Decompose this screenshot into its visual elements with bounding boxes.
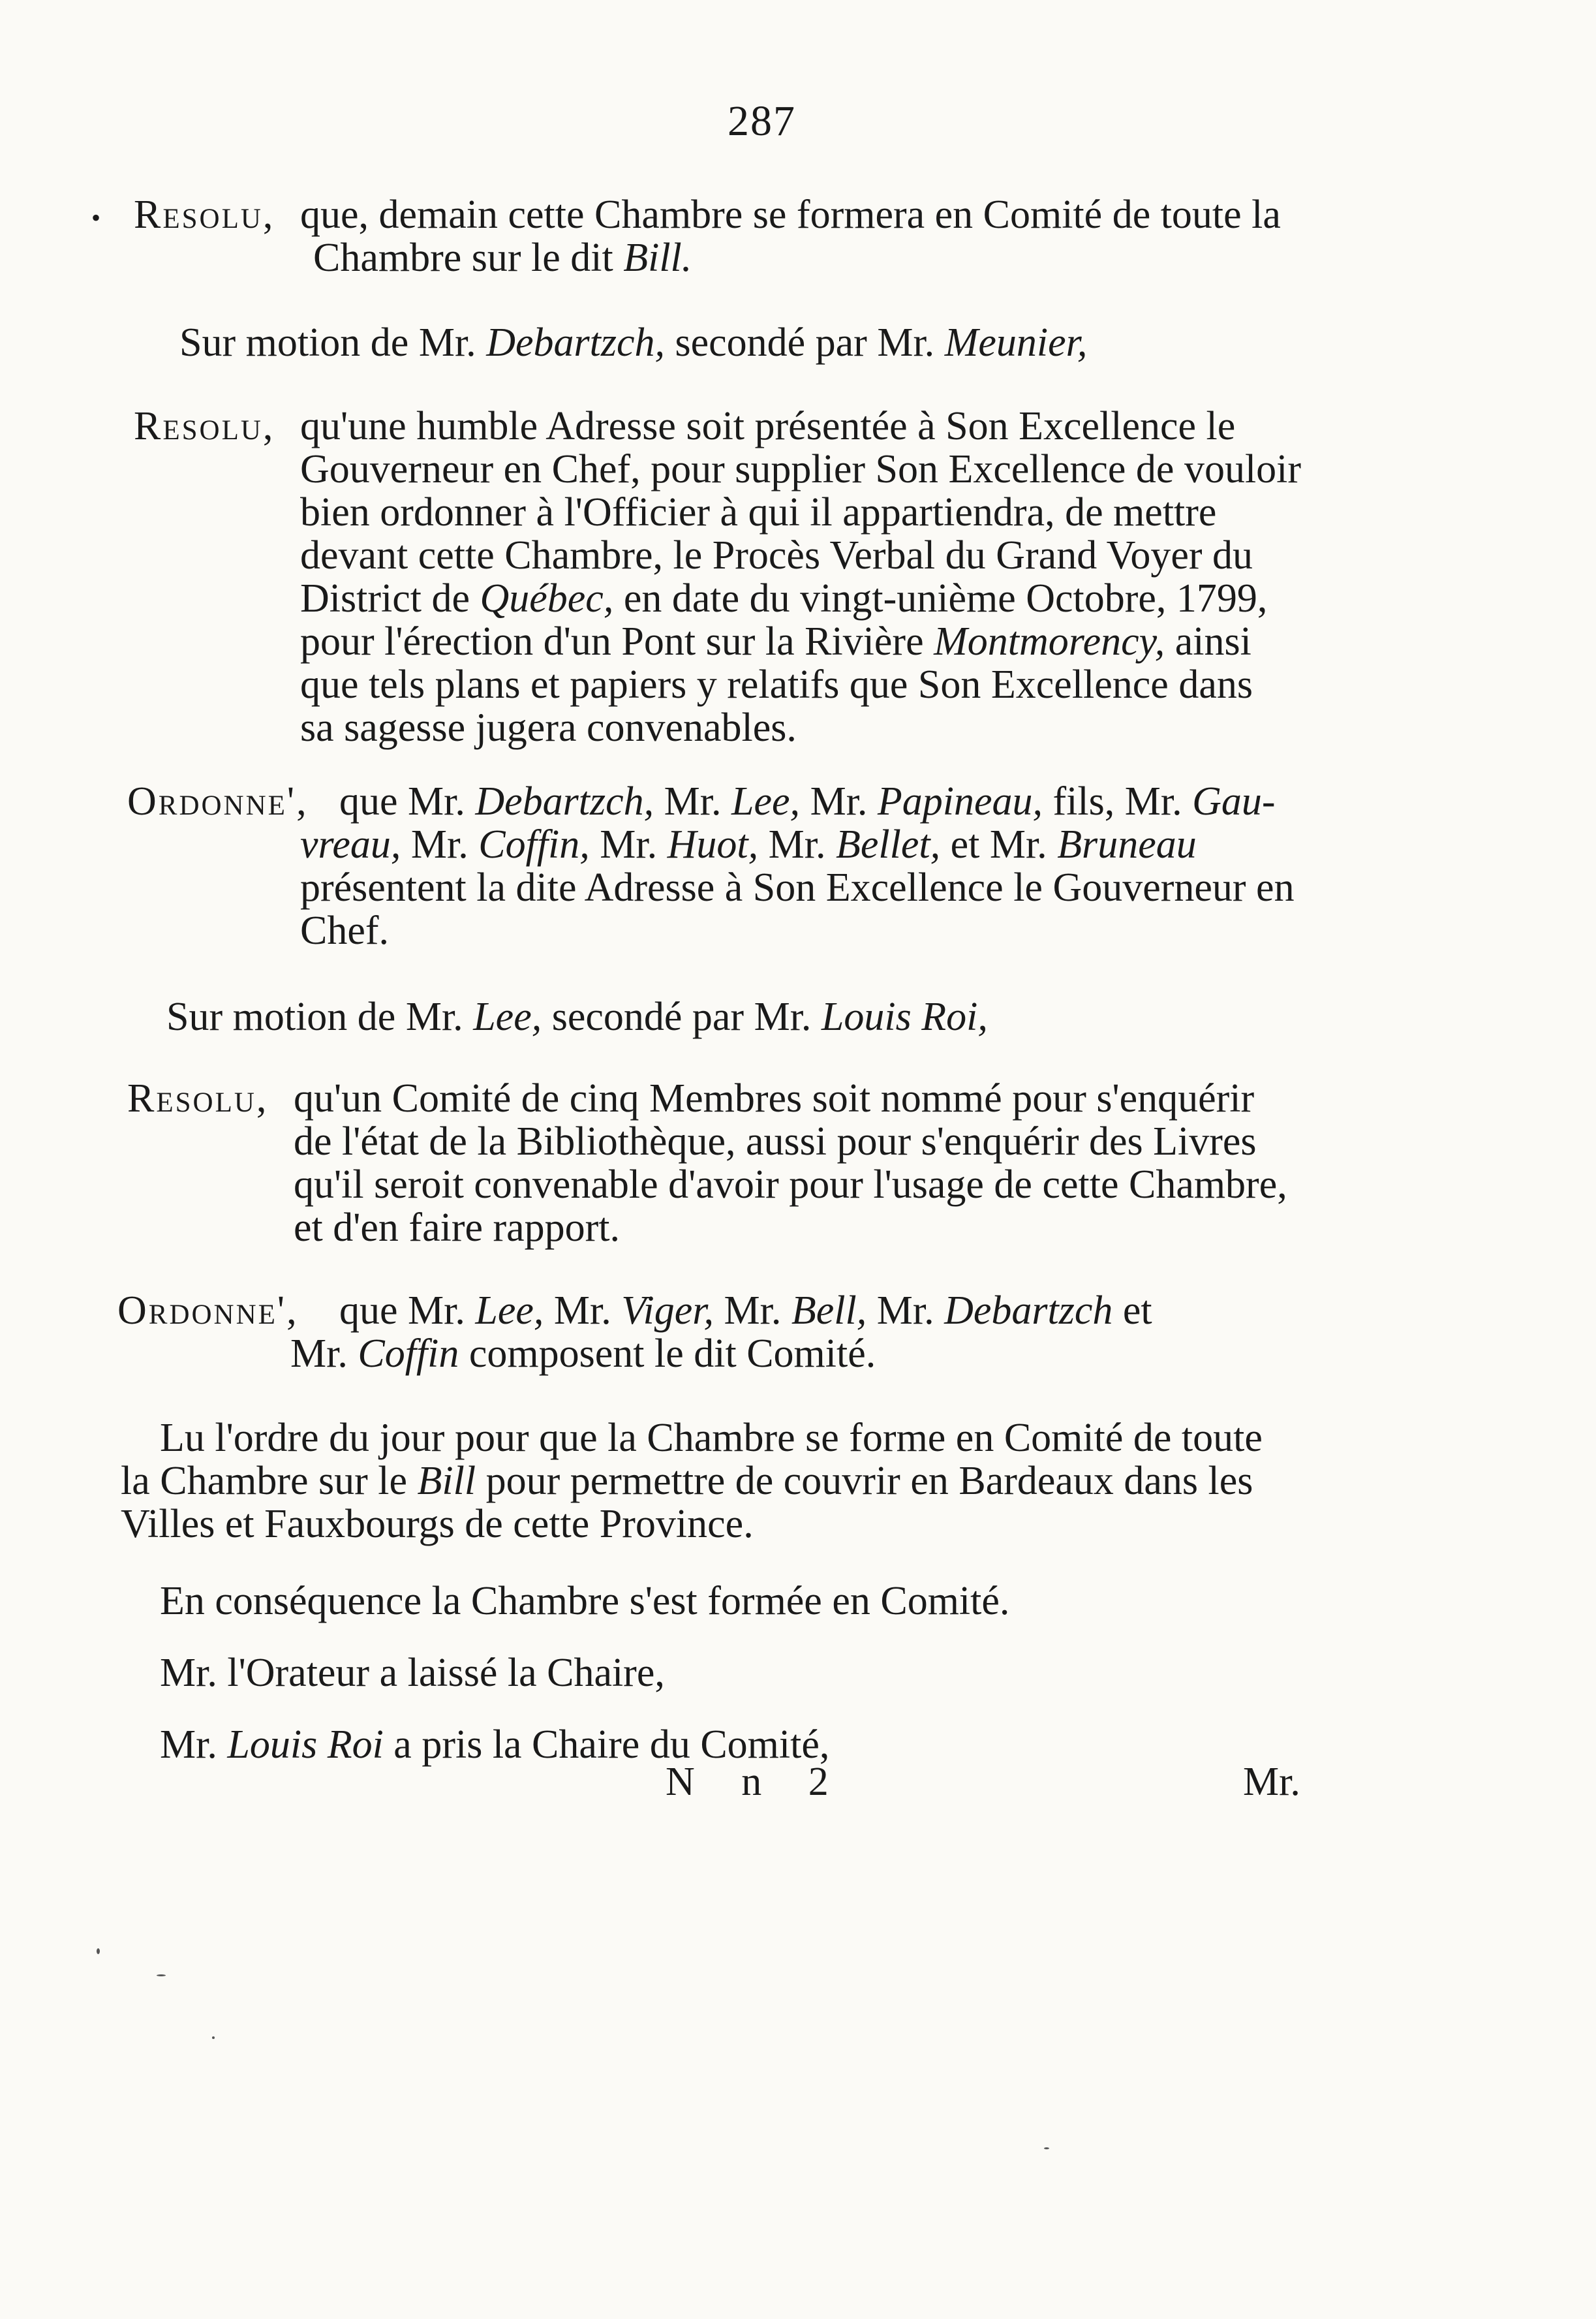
paper-speck: [97, 1948, 100, 1954]
catchword: Mr.: [1243, 1760, 1300, 1804]
order-of-day-paragraph: Lu l'ordre du jour pour que la Chambre se forme en Comité de toute la Chambre sur le Bill pour permettre de couvrir en Bardeaux dans les Villes et Fauxbourgs de cette Province.: [121, 1416, 1263, 1546]
signature-mark: N n 2: [666, 1760, 847, 1804]
resolution-3-label: Resolu,: [127, 1076, 269, 1121]
order-1-label: Ordonne',: [127, 779, 309, 824]
speaker-left-chair-line: Mr. l'Orateur a laissé la Chaire,: [160, 1651, 665, 1695]
order-2-text: Mr. Coffin composent le dit Comité.: [290, 1331, 876, 1376]
resolution-3-text: qu'un Comité de cinq Membres soit nommé pour s'enquérir de l'état de la Bibliothèque, aussi pour s'enquérir des Livres qu'il seroit convenable d'avoir pour l'usage de cette Chambre, et d'en faire rapport.: [294, 1076, 1287, 1250]
resolution-1-label: Resolu,: [134, 193, 275, 237]
order-1-text-line1: que Mr. Debartzch, Mr. Lee, Mr. Papineau, fils, Mr. Gau-: [339, 779, 1276, 824]
order-1-text: vreau, Mr. Coffin, Mr. Huot, Mr. Bellet, et Mr. Bruneau présentent la dite Adresse à Son Excellence le Gouverneur en Chef.: [300, 822, 1295, 953]
resolution-2-text: qu'une humble Adresse soit présentée à Son Excellence le Gouverneur en Chef, pour supplier Son Excellence de vouloir bien ordonner à l'Officier à qui il appartiendra, de mettre devant cette Chambre, le Procès Verbal du Grand Voyer du District de Québec, en date du vingt-unième Octobre, 1799, pour l'érection d'un Pont sur la Rivière Montmorency, ainsi que tels plans et papiers y relatifs que Son Excellence dans sa sagesse jugera convenables.: [300, 404, 1302, 750]
order-2-text-line1: que Mr. Lee, Mr. Viger, Mr. Bell, Mr. Debartzch et: [339, 1288, 1152, 1333]
motion-1: Sur motion de Mr. Debartzch, secondé par Mr. Meunier,: [179, 320, 1088, 365]
motion-2: Sur motion de Mr. Lee, secondé par Mr. Louis Roi,: [166, 995, 988, 1039]
paper-speck: [212, 2036, 215, 2039]
order-2-label: Ordonne',: [117, 1288, 299, 1333]
resolution-2-label: Resolu,: [134, 404, 275, 448]
page-number: 287: [728, 97, 796, 145]
committee-formed-line: En conséquence la Chambre s'est formée en Comité.: [160, 1579, 1010, 1623]
margin-mark: •: [91, 203, 101, 232]
paper-speck: [157, 1974, 166, 1976]
resolution-1-text: que, demain cette Chambre se formera en Comité de toute la Chambre sur le dit Bill.: [300, 193, 1281, 280]
paper-speck: [1044, 2147, 1049, 2149]
committee-chair-line: Mr. Louis Roi a pris la Chaire du Comité,: [160, 1722, 830, 1767]
